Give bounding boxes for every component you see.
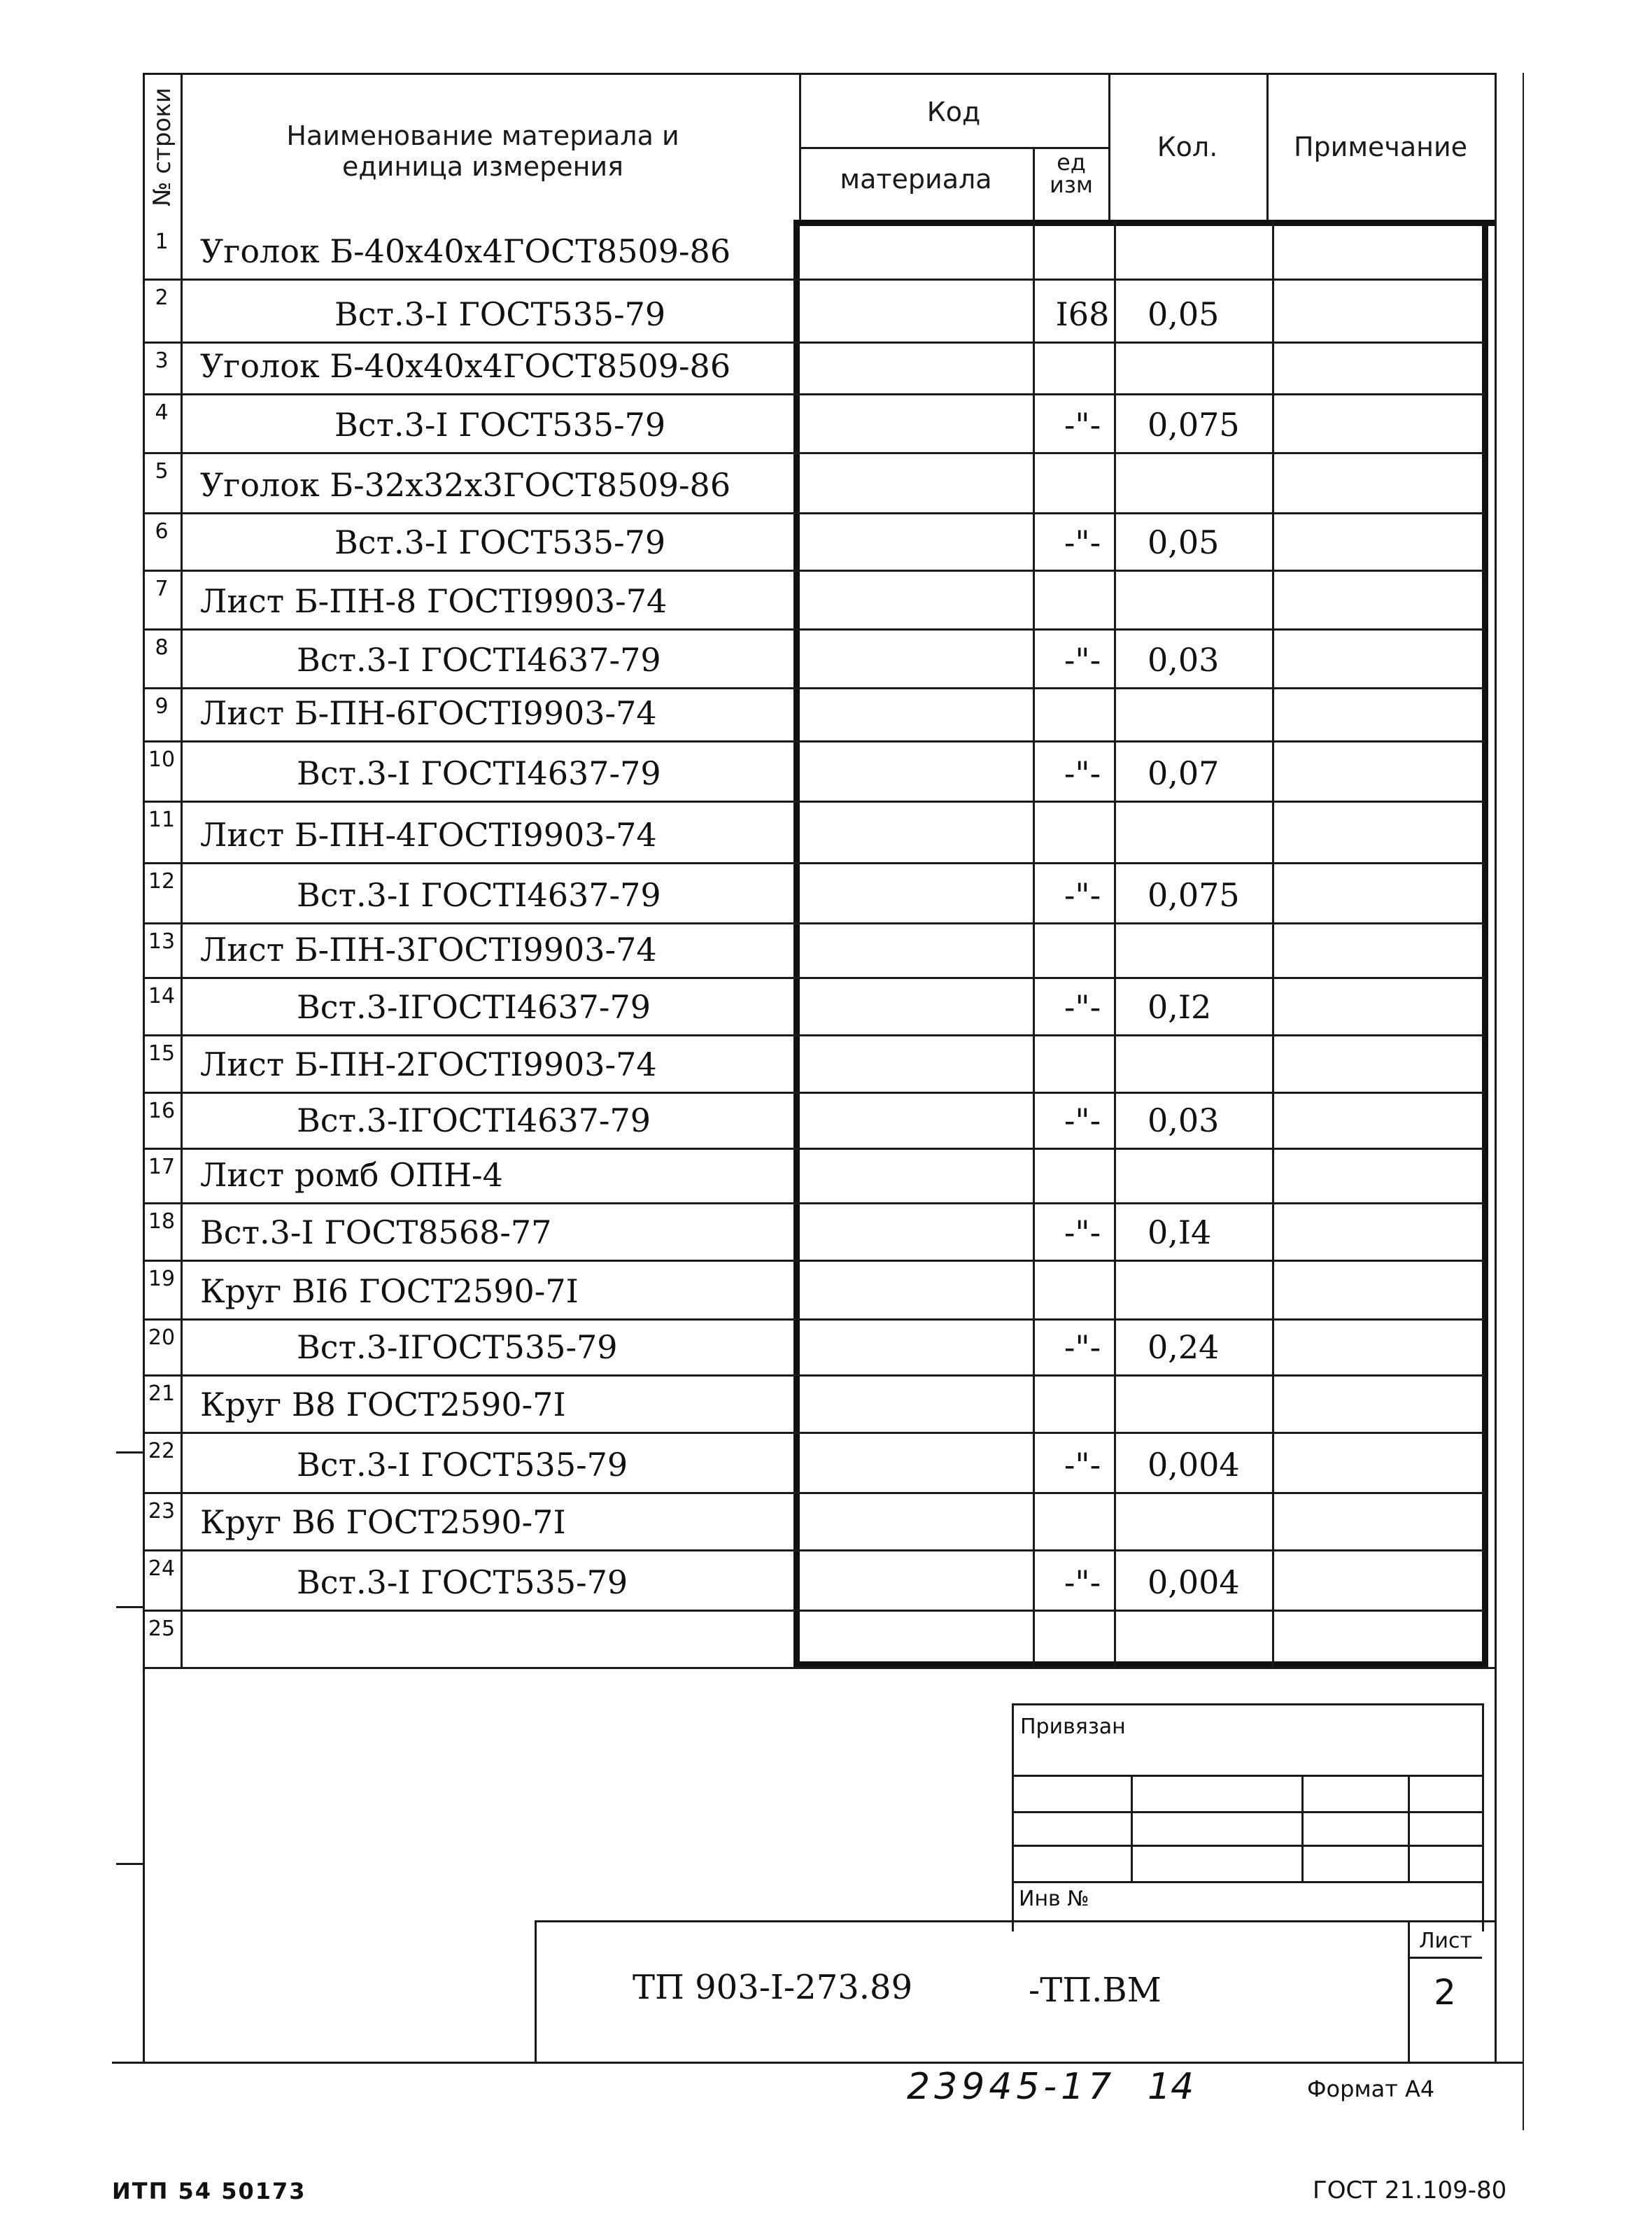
unit-code: -"-: [1064, 1563, 1101, 1601]
frame-bottom-border: [112, 2062, 1523, 2064]
row-separator: [144, 862, 1485, 864]
unit-code: -"-: [1064, 406, 1101, 444]
row-number: 12: [148, 869, 176, 894]
unit-code: -"-: [1064, 641, 1101, 679]
row-number: 9: [155, 694, 169, 719]
row-number: 2: [155, 286, 169, 310]
material-name: Вст.3-I ГОСТI4637-79: [297, 641, 661, 679]
frame-right-border: [1495, 73, 1497, 2062]
material-name: Вст.3-I ГОСТI4637-79: [297, 754, 661, 792]
material-name: Лист Б-ПН-2ГОСТI9903-74: [200, 1046, 657, 1083]
row-number: 5: [155, 459, 169, 484]
row-separator: [144, 1374, 1485, 1377]
material-name: Уголок Б-40х40х4ГОСТ8509-86: [200, 232, 731, 270]
row-number: 24: [148, 1556, 176, 1581]
row-separator: [144, 1092, 1485, 1094]
binding-mark: [116, 1451, 144, 1454]
row-number: 11: [148, 808, 176, 832]
document-code: ТП 903-I-273.89: [633, 1968, 913, 2007]
row-separator: [144, 1202, 1485, 1204]
row-separator: [144, 977, 1485, 979]
row-number: 14: [148, 984, 176, 1008]
row-separator: [144, 740, 1485, 743]
row-number-header-label: № строки: [148, 87, 176, 206]
row-separator: [144, 279, 1485, 281]
unit-column-line: [1033, 221, 1035, 1667]
row-number: 25: [148, 1617, 176, 1641]
row-separator: [144, 1432, 1485, 1434]
note-header: Примечание: [1293, 132, 1468, 162]
sheet-box-divider: [1408, 1957, 1482, 1959]
footer-right-standard: ГОСТ 21.109-80: [1313, 2176, 1507, 2204]
row-number-header: [144, 77, 181, 217]
format-label: Формат А4: [1307, 2076, 1435, 2102]
linked-grid-line: [1012, 1775, 1482, 1777]
unit-code: -"-: [1064, 876, 1101, 914]
row-number: 13: [148, 929, 176, 954]
quantity: 0,075: [1148, 406, 1240, 444]
binding-mark: [116, 1606, 144, 1608]
unit-code: -"-: [1064, 1213, 1101, 1251]
quantity: 0,03: [1148, 1102, 1220, 1139]
material-name: Круг BI6 ГОСТ2590-7I: [200, 1272, 579, 1310]
material-name: Уголок Б-32х32х3ГОСТ8509-86: [200, 466, 731, 504]
linked-box-right: [1482, 1703, 1484, 1931]
sheet-label: Лист: [1418, 1929, 1473, 1953]
row-separator: [144, 1549, 1485, 1551]
row-number: 15: [148, 1041, 176, 1066]
row-number: 19: [148, 1267, 176, 1291]
linked-grid-line: [1012, 1811, 1482, 1813]
quantity: 0,03: [1148, 641, 1220, 679]
footer-left-code: ИТП 54 50173: [112, 2178, 306, 2204]
row-separator: [144, 342, 1485, 344]
material-name: Вст.3-I ГОСТ535-79: [297, 1563, 628, 1601]
material-name: Вст.3-IГОСТ535-79: [297, 1328, 618, 1366]
row-separator: [144, 570, 1485, 572]
row-number: 6: [155, 519, 169, 544]
linked-grid-vline: [1408, 1775, 1410, 1881]
row-separator: [144, 801, 1485, 803]
quantity: 0,05: [1148, 295, 1220, 333]
unit-code: -"-: [1064, 1102, 1101, 1139]
row-separator: [144, 1034, 1485, 1036]
quantity: 0,07: [1148, 754, 1220, 792]
stamp-top: [535, 1920, 1495, 1922]
row-number: 3: [155, 349, 169, 373]
stamp-left: [535, 1920, 537, 2062]
material-name: Лист Б-ПН-3ГОСТI9903-74: [200, 931, 657, 969]
handwritten-page: 14: [1148, 2066, 1194, 2108]
unit-code: -"-: [1064, 1446, 1101, 1484]
unit-code: -"-: [1064, 754, 1101, 792]
unit-header: ед изм: [1050, 149, 1093, 198]
material-name: Лист Б-ПН-4ГОСТI9903-74: [200, 816, 657, 854]
row-separator: [144, 628, 1485, 631]
material-name: Лист ромб ОПН-4: [200, 1156, 503, 1194]
linked-grid-line: [1012, 1881, 1482, 1883]
unit-code: -"-: [1064, 1328, 1101, 1366]
material-name: Лист Б-ПН-6ГОСТI9903-74: [200, 694, 657, 732]
row-separator: [144, 687, 1485, 689]
code-column-header: Код: [926, 97, 981, 127]
material-name: Лист Б-ПН-8 ГОСТI9903-74: [200, 582, 668, 620]
handwritten-number: 23945-17: [907, 2066, 1116, 2108]
body-thick-right: [1482, 220, 1488, 1667]
row-separator: [144, 1610, 1485, 1612]
row-number: 10: [148, 747, 176, 772]
linked-box-left: [1012, 1703, 1014, 1931]
rownum-column-line: [181, 73, 183, 1667]
material-name: Уголок Б-40х40х4ГОСТ8509-86: [200, 347, 731, 385]
linked-grid-vline: [1301, 1775, 1304, 1881]
row-separator: [144, 1148, 1485, 1150]
material-name: Вст.3-I ГОСТ8568-77: [200, 1213, 552, 1251]
body-thick-left: [793, 220, 800, 1667]
material-name: Вст.3-I ГОСТI4637-79: [297, 876, 661, 914]
quantity: 0,I4: [1148, 1213, 1212, 1251]
linked-label: Привязан: [1020, 1715, 1126, 1739]
qty-header: Кол.: [1157, 132, 1218, 162]
material-name: Вст.3-IГОСТI4637-79: [297, 988, 651, 1026]
body-thick-top: [793, 220, 1495, 226]
inventory-number-label: Инв №: [1019, 1887, 1089, 1911]
row-number: 1: [155, 230, 169, 254]
quantity: 0,004: [1148, 1563, 1240, 1601]
header-divider: [1033, 147, 1035, 221]
material-name: Вст.3-IГОСТI4637-79: [297, 1102, 651, 1139]
row-separator: [144, 922, 1485, 924]
quantity: 0,004: [1148, 1446, 1240, 1484]
row-number: 22: [148, 1439, 176, 1463]
page-edge-line: [1523, 73, 1524, 2130]
row-number: 20: [148, 1325, 176, 1350]
document-suffix: -ТП.ВМ: [1029, 1971, 1162, 2010]
quantity: 0,24: [1148, 1328, 1220, 1366]
row-separator: [144, 1260, 1485, 1262]
material-name: Вст.3-I ГОСТ535-79: [334, 523, 666, 561]
material-name: Вст.3-I ГОСТ535-79: [297, 1446, 628, 1484]
material-name: Круг B8 ГОСТ2590-7I: [200, 1386, 566, 1423]
row-separator: [144, 512, 1485, 514]
row-number: 23: [148, 1499, 176, 1523]
row-number: 8: [155, 635, 169, 660]
sheet-number: 2: [1434, 1972, 1456, 2013]
quantity: 0,I2: [1148, 988, 1212, 1026]
row-separator: [144, 393, 1485, 395]
material-name: Вст.3-I ГОСТ535-79: [334, 295, 666, 333]
row-number: 17: [148, 1155, 176, 1179]
linked-grid-vline: [1131, 1775, 1133, 1881]
row-separator: [144, 452, 1485, 454]
material-code-header: материала: [840, 164, 992, 195]
note-column-line: [1272, 221, 1274, 1667]
row-number: 7: [155, 577, 169, 601]
row-number: 18: [148, 1209, 176, 1234]
quantity: 0,075: [1148, 876, 1240, 914]
title-block-top: [143, 1667, 1495, 1669]
row-separator: [144, 1492, 1485, 1494]
binding-mark: [116, 1863, 144, 1865]
linked-grid-line: [1012, 1845, 1482, 1847]
row-number: 4: [155, 400, 169, 425]
row-number: 16: [148, 1099, 176, 1123]
name-column-header: Наименование материала и единица измерения: [286, 120, 679, 182]
unit-code: -"-: [1064, 523, 1101, 561]
row-separator: [144, 1318, 1485, 1321]
unit-code: I68: [1055, 295, 1110, 333]
quantity: 0,05: [1148, 523, 1220, 561]
material-name: Вст.3-I ГОСТ535-79: [334, 406, 666, 444]
material-name: Круг B6 ГОСТ2590-7I: [200, 1503, 566, 1541]
linked-box-top: [1012, 1703, 1482, 1705]
row-number: 21: [148, 1381, 176, 1406]
frame-top-border: [143, 73, 1495, 75]
unit-code: -"-: [1064, 988, 1101, 1026]
